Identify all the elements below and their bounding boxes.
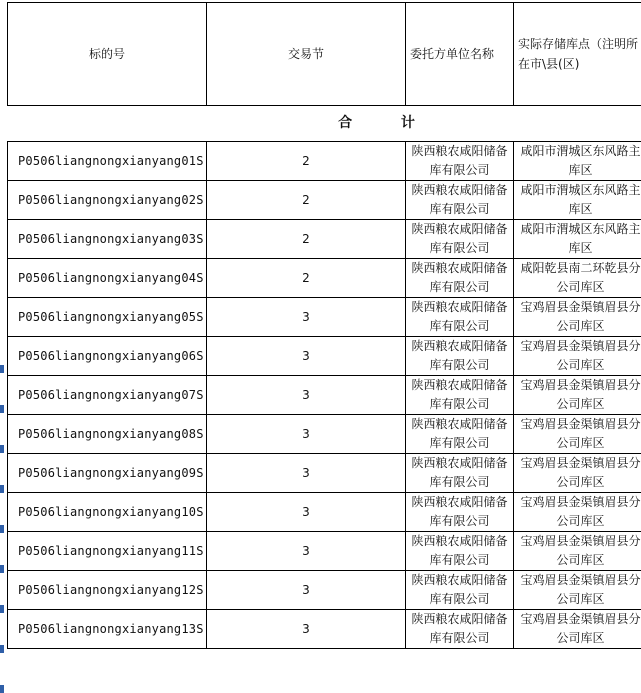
- bid-no-cell[interactable]: P0506liangnongxianyang06S: [8, 337, 207, 376]
- table-row: [8, 415, 641, 454]
- bid-no-cell[interactable]: P0506liangnongxianyang01S: [8, 142, 207, 181]
- consignor-cell[interactable]: 陕西粮农咸阳储备库有限公司: [406, 415, 514, 454]
- consignor-cell[interactable]: 陕西粮农咸阳储备库有限公司: [406, 220, 514, 259]
- table-row: [8, 493, 641, 532]
- consignor-cell[interactable]: 陕西粮农咸阳储备库有限公司: [406, 181, 514, 220]
- row-marker: [0, 485, 4, 493]
- table-row: [8, 532, 641, 571]
- storage-location-cell[interactable]: 咸阳市渭城区东风路主库区: [514, 142, 641, 181]
- table-row: [8, 259, 641, 298]
- bid-no-cell[interactable]: P0506liangnongxianyang02S: [8, 181, 207, 220]
- header-row: [8, 3, 641, 106]
- bid-no-cell[interactable]: P0506liangnongxianyang08S: [8, 415, 207, 454]
- header-bid-no[interactable]: 标的号: [8, 3, 207, 106]
- storage-location-cell[interactable]: 咸阳乾县南二环乾县分公司库区: [514, 259, 641, 298]
- bid-no-cell[interactable]: P0506liangnongxianyang03S: [8, 220, 207, 259]
- trade-session-cell[interactable]: 3: [207, 571, 406, 610]
- trade-session-cell[interactable]: 3: [207, 610, 406, 649]
- consignor-cell[interactable]: 陕西粮农咸阳储备库有限公司: [406, 298, 514, 337]
- summary-row: [8, 106, 641, 142]
- storage-location-cell[interactable]: 宝鸡眉县金渠镇眉县分公司库区: [514, 532, 641, 571]
- row-marker: [0, 525, 4, 533]
- storage-location-cell[interactable]: 咸阳市渭城区东风路主库区: [514, 220, 641, 259]
- bid-no-cell[interactable]: P0506liangnongxianyang04S: [8, 259, 207, 298]
- table-row: [8, 142, 641, 181]
- row-marker: [0, 605, 4, 613]
- table-row: [8, 376, 641, 415]
- row-marker: [0, 685, 4, 693]
- storage-location-cell[interactable]: 宝鸡眉县金渠镇眉县分公司库区: [514, 610, 641, 649]
- row-marker: [0, 645, 4, 653]
- storage-location-cell[interactable]: 咸阳市渭城区东风路主库区: [514, 181, 641, 220]
- row-marker: [0, 365, 4, 373]
- storage-location-cell[interactable]: 宝鸡眉县金渠镇眉县分公司库区: [514, 337, 641, 376]
- storage-location-cell[interactable]: 宝鸡眉县金渠镇眉县分公司库区: [514, 415, 641, 454]
- summary-label[interactable]: 合 计: [8, 106, 641, 142]
- grain-auction-table: [7, 2, 641, 649]
- trade-session-cell[interactable]: 2: [207, 259, 406, 298]
- trade-session-cell[interactable]: 3: [207, 376, 406, 415]
- bid-no-cell[interactable]: P0506liangnongxianyang11S: [8, 532, 207, 571]
- table-row: [8, 298, 641, 337]
- trade-session-cell[interactable]: 3: [207, 493, 406, 532]
- trade-session-cell[interactable]: 3: [207, 337, 406, 376]
- bid-no-cell[interactable]: P0506liangnongxianyang09S: [8, 454, 207, 493]
- table-row: [8, 571, 641, 610]
- trade-session-cell[interactable]: 3: [207, 532, 406, 571]
- row-markers: [0, 0, 7, 665]
- storage-location-cell[interactable]: 宝鸡眉县金渠镇眉县分公司库区: [514, 298, 641, 337]
- trade-session-cell[interactable]: 2: [207, 181, 406, 220]
- trade-session-cell[interactable]: 3: [207, 298, 406, 337]
- trade-session-cell[interactable]: 2: [207, 220, 406, 259]
- bid-no-cell[interactable]: P0506liangnongxianyang13S: [8, 610, 207, 649]
- header-trade-session[interactable]: 交易节: [207, 3, 406, 106]
- storage-location-cell[interactable]: 宝鸡眉县金渠镇眉县分公司库区: [514, 493, 641, 532]
- consignor-cell[interactable]: 陕西粮农咸阳储备库有限公司: [406, 259, 514, 298]
- consignor-cell[interactable]: 陕西粮农咸阳储备库有限公司: [406, 337, 514, 376]
- bid-no-cell[interactable]: P0506liangnongxianyang12S: [8, 571, 207, 610]
- trade-session-cell[interactable]: 2: [207, 142, 406, 181]
- bid-no-cell[interactable]: P0506liangnongxianyang05S: [8, 298, 207, 337]
- bid-no-cell[interactable]: P0506liangnongxianyang07S: [8, 376, 207, 415]
- consignor-cell[interactable]: 陕西粮农咸阳储备库有限公司: [406, 571, 514, 610]
- row-marker: [0, 445, 4, 453]
- consignor-cell[interactable]: 陕西粮农咸阳储备库有限公司: [406, 454, 514, 493]
- storage-location-cell[interactable]: 宝鸡眉县金渠镇眉县分公司库区: [514, 454, 641, 493]
- table-row: [8, 337, 641, 376]
- storage-location-cell[interactable]: 宝鸡眉县金渠镇眉县分公司库区: [514, 571, 641, 610]
- consignor-cell[interactable]: 陕西粮农咸阳储备库有限公司: [406, 532, 514, 571]
- table-row: [8, 220, 641, 259]
- consignor-cell[interactable]: 陕西粮农咸阳储备库有限公司: [406, 142, 514, 181]
- storage-location-cell[interactable]: 宝鸡眉县金渠镇眉县分公司库区: [514, 376, 641, 415]
- consignor-cell[interactable]: 陕西粮农咸阳储备库有限公司: [406, 493, 514, 532]
- header-consignor[interactable]: 委托方单位名称: [406, 3, 514, 106]
- table-row: [8, 610, 641, 649]
- consignor-cell[interactable]: 陕西粮农咸阳储备库有限公司: [406, 376, 514, 415]
- trade-session-cell[interactable]: 3: [207, 454, 406, 493]
- row-marker: [0, 405, 4, 413]
- consignor-cell[interactable]: 陕西粮农咸阳储备库有限公司: [406, 610, 514, 649]
- header-storage-location[interactable]: 实际存储库点（注明所在市\县(区): [514, 3, 641, 106]
- row-marker: [0, 565, 4, 573]
- trade-session-cell[interactable]: 3: [207, 415, 406, 454]
- bid-no-cell[interactable]: P0506liangnongxianyang10S: [8, 493, 207, 532]
- table-row: [8, 454, 641, 493]
- spreadsheet: [7, 2, 641, 649]
- table-row: [8, 181, 641, 220]
